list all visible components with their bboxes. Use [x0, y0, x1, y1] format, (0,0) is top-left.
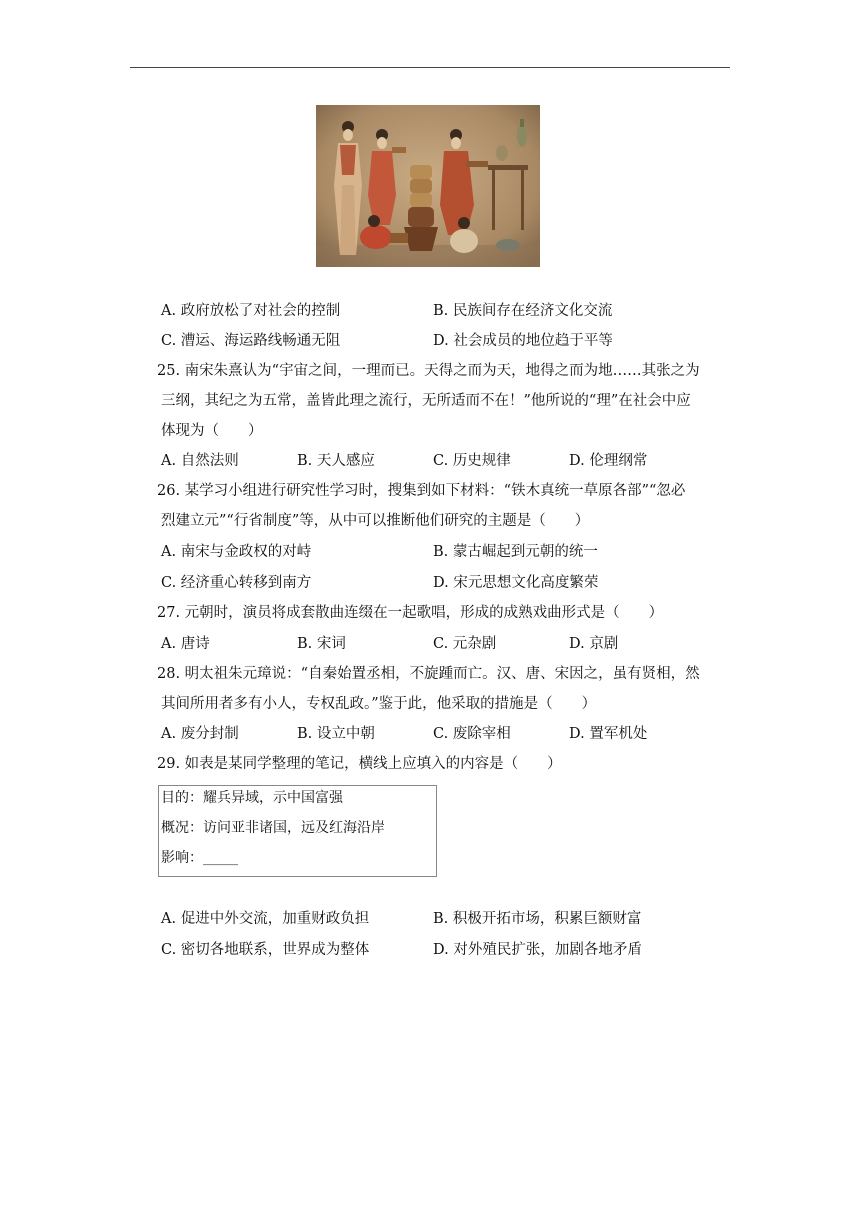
q27-option-a[interactable]: A. 唐诗 — [161, 636, 210, 652]
q29-note-impact: 影响：_____ — [161, 850, 238, 866]
q29-note-overview: 概况：访问亚非诸国，远及红海沿岸 — [161, 820, 385, 836]
q25-option-c[interactable]: C. 历史规律 — [433, 453, 511, 469]
q27-option-c[interactable]: C. 元杂剧 — [433, 636, 497, 652]
q25-option-d[interactable]: D. 伦理纲常 — [569, 453, 648, 469]
q28-stem-line-2: 其间所用者多有小人，专权乱政。”鉴于此，他采取的措施是（ ） — [161, 696, 597, 712]
q27-stem-line-1: 27. 元朝时，演员将成套散曲连缀在一起歌唱，形成的成熟戏曲形式是（ ） — [157, 605, 664, 621]
q28-stem-line-1: 28. 明太祖朱元璋说：“自秦始置丞相，不旋踵而亡。汉、唐、宋因之，虽有贤相，然 — [157, 666, 700, 682]
q26-option-c[interactable]: C. 经济重心转移到南方 — [161, 575, 312, 591]
q25-stem-line-3: 体现为（ ） — [161, 423, 263, 439]
q27-option-d[interactable]: D. 京剧 — [569, 636, 619, 652]
q28-option-b[interactable]: B. 设立中朝 — [297, 726, 375, 742]
q24-option-a[interactable]: A. 政府放松了对社会的控制 — [161, 303, 341, 319]
q29-option-a[interactable]: A. 促进中外交流，加重财政负担 — [161, 911, 370, 927]
q28-option-a[interactable]: A. 废分封制 — [161, 726, 239, 742]
q24-option-c[interactable]: C. 漕运、海运路线畅通无阻 — [161, 333, 341, 349]
mural-painting-image — [316, 105, 540, 267]
q25-stem-line-2: 三纲，其纪之为五常，盖皆此理之流行，无所适而不在！”他所说的“理”在社会中应 — [161, 393, 691, 409]
q25-option-b[interactable]: B. 天人感应 — [297, 453, 375, 469]
q26-stem-line-1: 26. 某学习小组进行研究性学习时，搜集到如下材料：“铁木真统一草原各部”“忽必 — [157, 483, 686, 499]
q26-stem-line-2: 烈建立元”“行省制度”等，从中可以推断他们研究的主题是（ ） — [161, 513, 590, 529]
q24-option-d[interactable]: D. 社会成员的地位趋于平等 — [433, 333, 613, 349]
q25-stem-line-1: 25. 南宋朱熹认为“宇宙之间，一理而已。天得之而为天，地得之而为地……其张之为 — [157, 363, 700, 379]
header-rule — [130, 67, 730, 68]
q27-option-b[interactable]: B. 宋词 — [297, 636, 346, 652]
q29-option-d[interactable]: D. 对外殖民扩张，加剧各地矛盾 — [433, 942, 642, 958]
q29-note-purpose: 目的：耀兵异域，示中国富强 — [161, 790, 343, 806]
q25-option-a[interactable]: A. 自然法则 — [161, 453, 239, 469]
q26-option-a[interactable]: A. 南宋与金政权的对峙 — [161, 544, 312, 560]
q26-option-b[interactable]: B. 蒙古崛起到元朝的统一 — [433, 544, 598, 560]
q29-option-b[interactable]: B. 积极开拓市场，积累巨额财富 — [433, 911, 642, 927]
q29-stem-line-1: 29. 如表是某同学整理的笔记，横线上应填入的内容是（ ） — [157, 756, 562, 772]
q28-option-c[interactable]: C. 废除宰相 — [433, 726, 511, 742]
q29-option-c[interactable]: C. 密切各地联系，世界成为整体 — [161, 942, 370, 958]
q24-option-b[interactable]: B. 民族间存在经济文化交流 — [433, 303, 613, 319]
q26-option-d[interactable]: D. 宋元思想文化高度繁荣 — [433, 575, 599, 591]
q28-option-d[interactable]: D. 置军机处 — [569, 726, 648, 742]
